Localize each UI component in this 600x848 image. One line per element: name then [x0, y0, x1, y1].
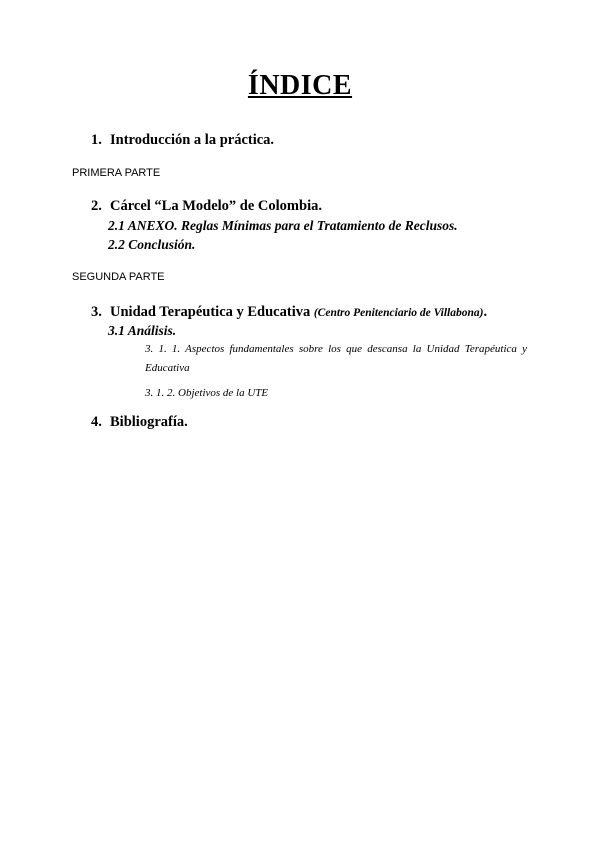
toc-item-label: Introducción a la práctica. — [110, 132, 275, 148]
toc-item-number: 2. — [91, 198, 102, 214]
toc-item-carcel — [91, 198, 322, 215]
page-title: ÍNDICE — [247, 70, 353, 101]
toc-item-introduccion — [91, 132, 274, 149]
part-heading-segunda: SEGUNDA PARTE — [72, 271, 165, 283]
toc-item-parenthetical: (Centro Penitenciario de Villabona) — [313, 307, 484, 319]
toc-item-suffix: . — [483, 304, 488, 320]
toc-subitem-anexo: 2.1 ANEXO. Reglas Mínimas para el Tratamiento de Reclusos. — [108, 218, 458, 233]
toc-item-number: 1. — [91, 132, 102, 148]
toc-item-bibliografia — [91, 414, 188, 431]
toc-item-label: Unidad Terapéutica y Educativa — [110, 304, 314, 320]
toc-item-label: Bibliografía. — [110, 414, 188, 430]
toc-item-label: Cárcel “La Modelo” de Colombia. — [110, 198, 322, 214]
toc-subitem-analisis: 3.1 Análisis. — [108, 323, 177, 338]
toc-subsubitem-objetivos: 3. 1. 2. Objetivos de la UTE — [145, 387, 269, 399]
toc-item-number: 4. — [91, 414, 102, 430]
toc-item-unidad — [91, 304, 487, 321]
toc-subsubitem-aspectos: 3. 1. 1. Aspectos fundamentales sobre los que descansa la Unidad Terapéutica y Educativa — [145, 343, 527, 374]
toc-subitem-conclusion: 2.2 Conclusión. — [108, 237, 196, 252]
part-heading-primera: PRIMERA PARTE — [72, 167, 161, 179]
toc-item-number: 3. — [91, 304, 102, 320]
